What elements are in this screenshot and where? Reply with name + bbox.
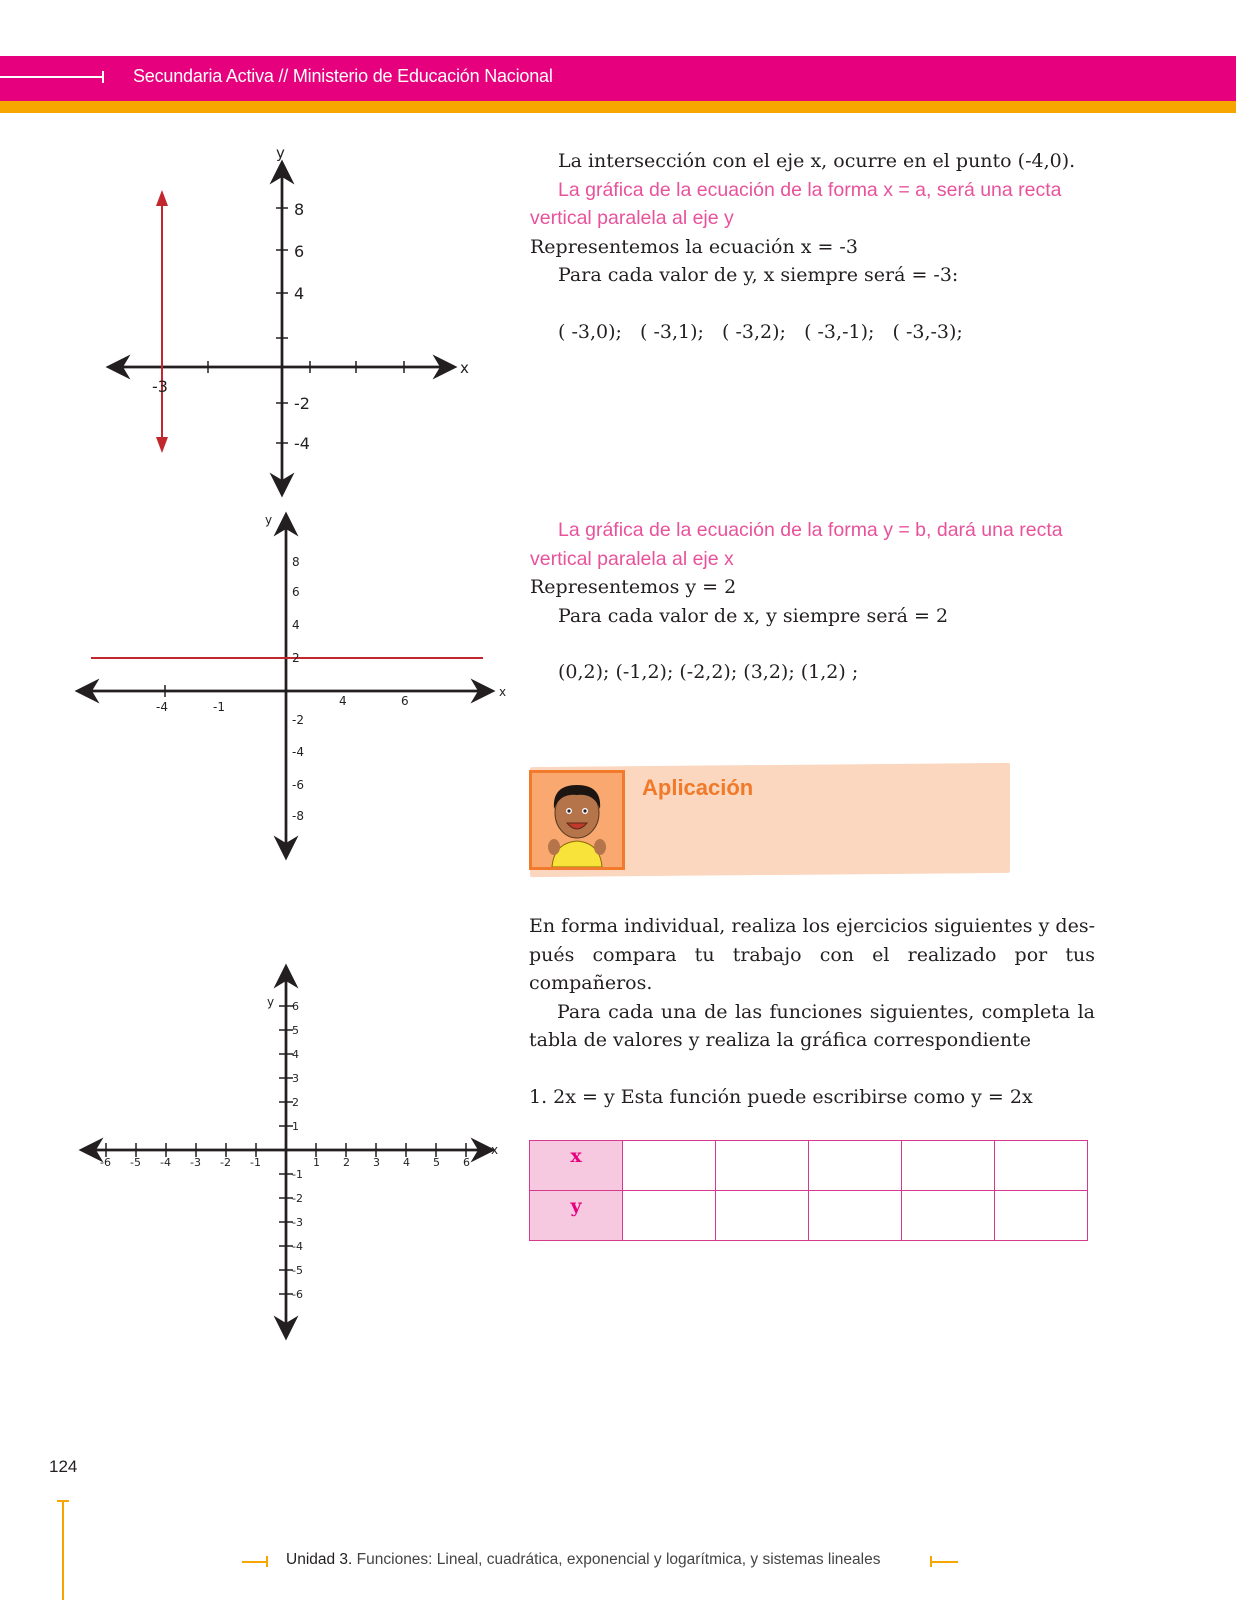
x-tick-label: 5: [433, 1156, 440, 1169]
table-cell-y[interactable]: [716, 1191, 809, 1241]
y-tick-label: -5: [292, 1264, 303, 1277]
x-tick-label: -4: [156, 700, 168, 714]
table-row: [530, 1141, 1088, 1191]
rule-horizontal-line-2: vertical paralela al eje x: [530, 547, 734, 570]
aplicacion-title: Aplicación: [642, 775, 754, 800]
y-tick-label: 6: [292, 1000, 299, 1013]
table-cell-x[interactable]: [902, 1141, 995, 1191]
x-tick-label: -1: [213, 700, 225, 714]
example-points: ( -3,0); ( -3,1); ( -3,2); ( -3,-1); ( -3,-3);: [558, 320, 963, 343]
table-cell-y[interactable]: [902, 1191, 995, 1241]
x-tick-label: -5: [130, 1156, 141, 1169]
rule-horizontal-line-1: La gráfica de la ecuación de la forma y = b, dará una recta: [558, 519, 1063, 541]
example-equation: Representemos la ecuación x = -3: [530, 235, 858, 258]
y-tick-label: 1: [292, 1120, 299, 1133]
example-points: (0,2); (-1,2); (-2,2); (3,2); (1,2) ;: [558, 661, 859, 683]
intersection-statement: La intersección con el eje x, ocurre en el punto (-4,0).: [558, 150, 1076, 172]
exercise-instructions: En forma individual, realiza los ejercicios siguientes y des-pués compara tu trabajo con el realizado por tus compañeros.: [529, 915, 1095, 994]
row-header-y: y: [530, 1191, 623, 1241]
table-cell-y[interactable]: [809, 1191, 902, 1241]
rule-vertical-line-2: vertical paralela al eje y: [530, 207, 734, 229]
table-cell-x[interactable]: [809, 1141, 902, 1191]
x-axis-label: x: [460, 359, 469, 377]
y-tick-label: -2: [292, 1192, 303, 1205]
rule-vertical-line-1: La gráfica de la ecuación de la forma x = a, será una recta: [558, 178, 1062, 201]
y-axis-label: y: [267, 995, 275, 1009]
y-tick-label: -2: [292, 713, 304, 727]
x-tick-label: 4: [339, 694, 347, 708]
section2-text: [530, 516, 1110, 687]
y-tick-label: -2: [294, 394, 310, 413]
y-tick-label: -8: [292, 809, 304, 823]
section1-text: [530, 147, 1110, 346]
header-rule: [0, 76, 104, 78]
footer-rule-cap: [57, 1500, 69, 1502]
x-tick-label: -2: [220, 1156, 231, 1169]
y-tick-label: 6: [292, 585, 300, 599]
table-cell-y[interactable]: [995, 1191, 1088, 1241]
y-tick-label: 4: [292, 1048, 299, 1061]
y-tick-label: 2: [292, 651, 300, 665]
x-tick-label: -3: [152, 377, 168, 396]
example-explanation: Para cada valor de y, x siempre será = -3:: [558, 264, 959, 286]
y-tick-label: -4: [292, 1240, 303, 1253]
x-tick-label: -3: [190, 1156, 201, 1169]
table-cell-x[interactable]: [995, 1141, 1088, 1191]
y-tick-label: -3: [292, 1216, 303, 1229]
y-tick-label: 5: [292, 1024, 299, 1037]
y-axis-label: y: [276, 144, 285, 162]
y-tick-label: -1: [292, 1168, 303, 1181]
y-tick-label: 4: [292, 618, 300, 632]
x-tick-label: -4: [160, 1156, 171, 1169]
x-tick-label: 6: [401, 694, 409, 708]
y-tick-label: -4: [292, 745, 304, 759]
example-explanation: Para cada valor de x, y siempre será = 2: [558, 604, 949, 627]
y-tick-label: -4: [294, 434, 310, 453]
x-tick-label: -1: [250, 1156, 261, 1169]
x-axis-label: x: [499, 685, 507, 699]
x-tick-label: 4: [403, 1156, 410, 1169]
y-tick-label: 8: [292, 555, 300, 569]
footer-deco-left-cap: [266, 1556, 268, 1567]
x-tick-label: -6: [100, 1156, 111, 1169]
x-tick-label: 6: [463, 1156, 470, 1169]
exercise-task: Para cada una de las funciones siguientes, completa la tabla de valores y realiza la gráfica correspondiente: [529, 1000, 1095, 1051]
y-tick-label: 4: [294, 284, 305, 303]
graph-blank-axes: [85, 970, 505, 1330]
y-tick-label: 8: [294, 200, 305, 219]
values-table: [529, 1140, 1088, 1241]
page-number: 124: [49, 1457, 78, 1476]
y-tick-label: 2: [292, 1096, 299, 1109]
header-accent-stripe: [0, 101, 1236, 113]
footer-deco-right: [930, 1561, 958, 1563]
x-tick-label: 3: [373, 1156, 380, 1169]
y-tick-label: 3: [292, 1072, 299, 1085]
header-title: Secundaria Activa // Ministerio de Educación Nacional: [133, 66, 553, 86]
table-cell-x[interactable]: [623, 1141, 716, 1191]
graph-horizontal-line: [75, 513, 515, 858]
y-tick-label: -6: [292, 778, 304, 792]
footer-unit: Unidad 3.: [286, 1551, 353, 1568]
footer-unit-title: [286, 1551, 881, 1569]
exercise-item-1: 1. 2x = y Esta función puede escribirse como y = 2x: [529, 1085, 1033, 1108]
table-cell-y[interactable]: [623, 1191, 716, 1241]
exercise-text: [529, 912, 1095, 1111]
footer-deco-right-cap: [930, 1556, 932, 1567]
row-header-x: x: [530, 1141, 623, 1191]
footer-deco-left: [242, 1561, 268, 1563]
footer-vertical-rule: [62, 1500, 64, 1600]
table-cell-x[interactable]: [716, 1141, 809, 1191]
example-equation: Representemos y = 2: [530, 576, 737, 598]
footer-title: Funciones: Lineal, cuadrática, exponencial y logarítmica, y sistemas lineales: [352, 1551, 881, 1568]
x-axis-label: x: [491, 1143, 499, 1157]
x-tick-label: 2: [343, 1156, 350, 1169]
y-tick-label: 6: [294, 242, 305, 261]
student-illustration-frame: [529, 770, 625, 870]
graph-vertical-line: [110, 140, 490, 510]
header-rule-cap: [102, 71, 104, 83]
y-tick-label: -6: [292, 1288, 303, 1301]
y-axis-label: y: [265, 513, 273, 527]
x-tick-label: 1: [313, 1156, 320, 1169]
student-avatar-icon: [532, 773, 622, 867]
table-row: [530, 1191, 1088, 1241]
